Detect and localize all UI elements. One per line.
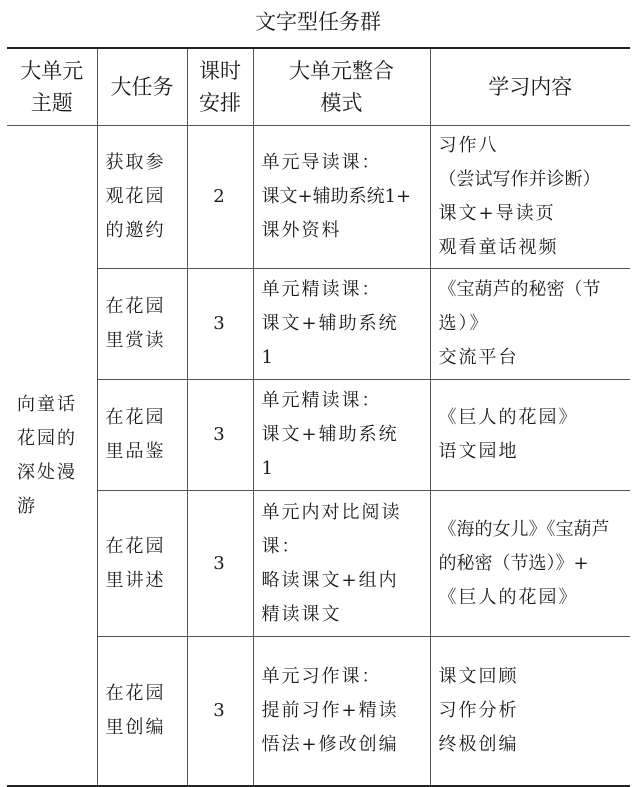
header-task: 大任务 bbox=[97, 48, 187, 126]
hours-cell: 2 bbox=[187, 126, 253, 269]
table-title: 文字型任务群 bbox=[255, 10, 381, 34]
mode-cell: 单元导读课： 课文+辅助系统1+ 课外资料 bbox=[253, 126, 430, 269]
table-row bbox=[7, 380, 630, 491]
mode-cell: 单元内对比阅读 课： 略读课文+组内 精读课文 bbox=[253, 491, 430, 637]
content-cell: 《海的女儿》《宝葫芦 的秘密（节选）》+ 《巨人的花园》 bbox=[430, 491, 630, 637]
mode-cell: 单元习作课： 提前习作+精读 悟法+修改创编 bbox=[253, 637, 430, 787]
task-group-table bbox=[7, 47, 630, 787]
task-cell: 在花园 里创编 bbox=[97, 637, 187, 787]
header-mode: 大单元整合 模式 bbox=[253, 48, 430, 126]
hours-cell: 3 bbox=[187, 491, 253, 637]
header-row bbox=[7, 48, 630, 126]
table-row bbox=[7, 637, 630, 787]
content-cell: 《宝葫芦的秘密（节 选）》 交流平台 bbox=[430, 269, 630, 380]
table-row bbox=[7, 269, 630, 380]
hours-cell: 3 bbox=[187, 269, 253, 380]
theme-cell: 向童话 花园的 深处漫 游 bbox=[7, 126, 97, 787]
hours-cell: 3 bbox=[187, 380, 253, 491]
hours-cell: 3 bbox=[187, 637, 253, 787]
content-cell: 《巨人的花园》 语文园地 bbox=[430, 380, 630, 491]
header-content: 学习内容 bbox=[430, 48, 630, 126]
table-row bbox=[7, 126, 630, 269]
content-cell: 习作八 （尝试写作并诊断） 课文+导读页 观看童话视频 bbox=[430, 126, 630, 269]
task-cell: 在花园 里赏读 bbox=[97, 269, 187, 380]
mode-cell: 单元精读课： 课文+辅助系统 1 bbox=[253, 269, 430, 380]
header-theme: 大单元 主题 bbox=[7, 48, 97, 126]
table-row bbox=[7, 491, 630, 637]
content-cell: 课文回顾 习作分析 终极创编 bbox=[430, 637, 630, 787]
task-cell: 在花园 里品鉴 bbox=[97, 380, 187, 491]
task-cell: 在花园 里讲述 bbox=[97, 491, 187, 637]
task-cell: 获取参 观花园 的邀约 bbox=[97, 126, 187, 269]
mode-cell: 单元精读课： 课文+辅助系统 1 bbox=[253, 380, 430, 491]
header-hours: 课时 安排 bbox=[187, 48, 253, 126]
